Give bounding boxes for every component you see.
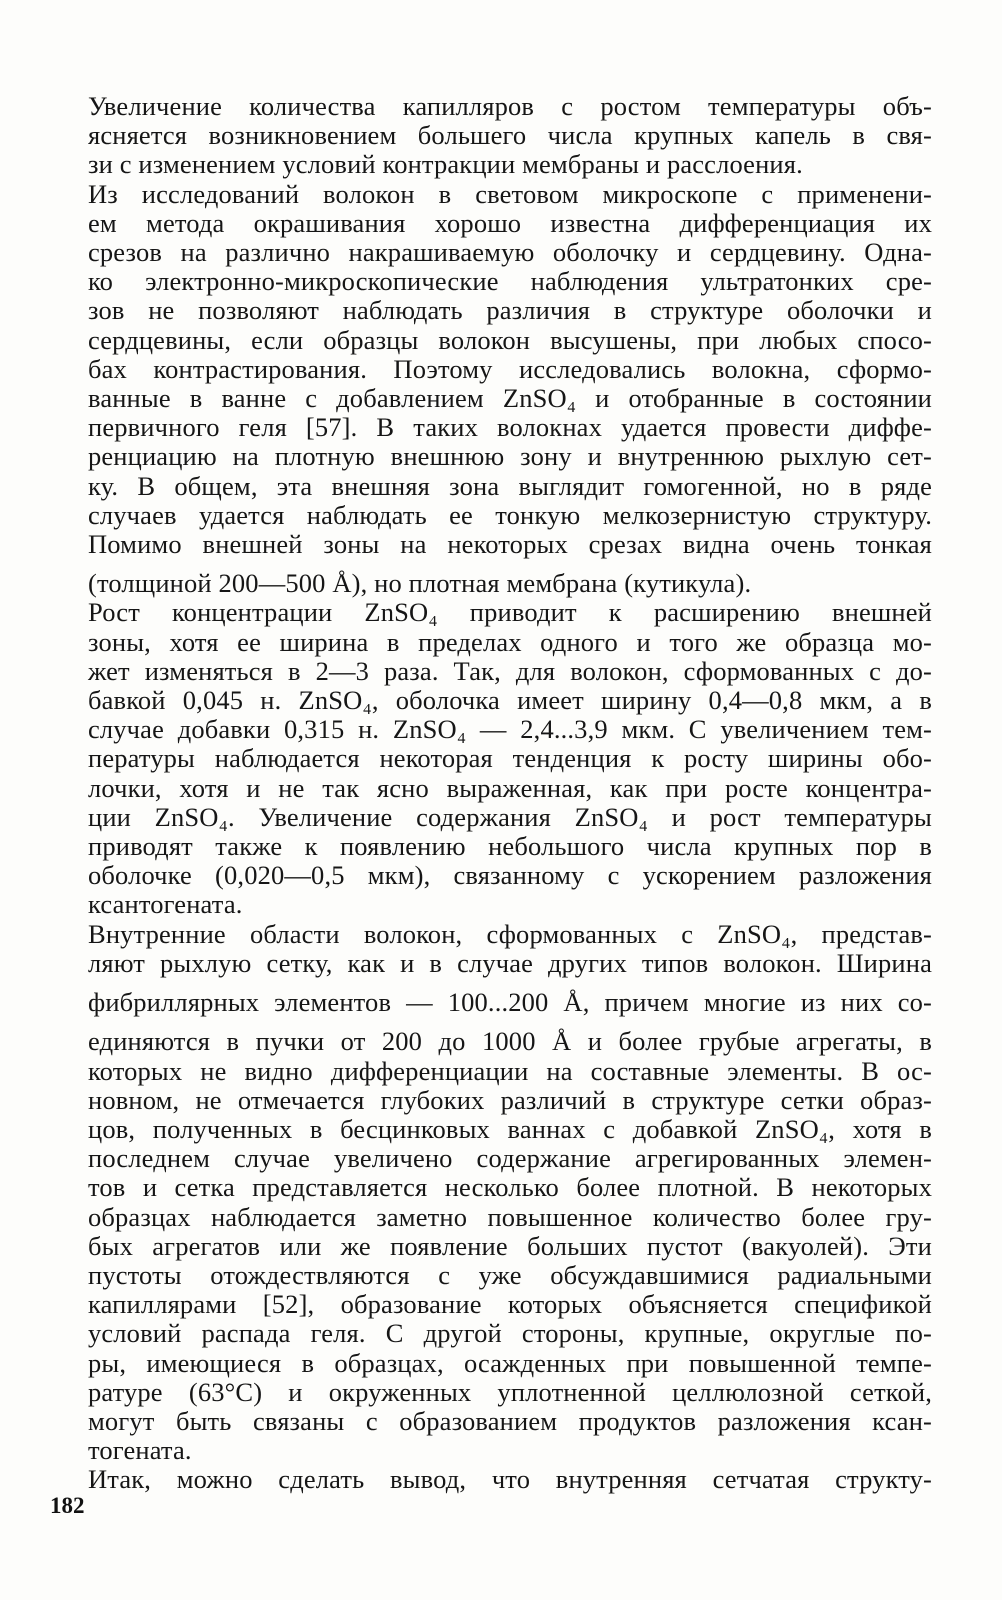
text-line: бавкой 0,045 н. ZnSO₄, оболочка имеет ширину 0,4—0,8 мкм, а в	[88, 685, 932, 716]
paragraph-1	[52, 92, 932, 180]
text-line: ко электронно-микроскопические наблюдения ультратонких сре-	[88, 266, 932, 297]
text-line: тогената.	[88, 1435, 192, 1466]
text-line: Увеличение количества капилляров с ростом температуры объ-	[88, 91, 932, 121]
text-line: последнем случае увеличено содержание агрегированных элемен-	[88, 1143, 932, 1174]
text-line: случае добавки 0,315 н. ZnSO₄ — 2,4...3,9 мкм. С увеличением тем-	[88, 714, 932, 745]
text-line: ванные в ванне с добавлением ZnSO₄ и отобранные в состоянии	[88, 383, 932, 414]
text-line: ции ZnSO₄. Увеличение содержания ZnSO₄ и рост температуры	[88, 801, 932, 832]
text-line: зоны, хотя ее ширина в пределах одного и того же образца мо-	[88, 626, 932, 657]
text-line: пустоты отождествляются с уже обсуждавшимися радиальными	[88, 1259, 932, 1290]
text-line: ясняется возникновением большего числа крупных капель в свя-	[88, 120, 932, 151]
text-line: зи с изменением условий контракции мембраны и расслоения.	[88, 149, 803, 180]
text-line: единяются в пучки от 200 до 1000 Å и более грубые агрегаты, в	[88, 1026, 932, 1057]
text-line: Рост концентрации ZnSO₄ приводит к расширению внешней	[88, 597, 932, 628]
text-line: ратуре (63°С) и окруженных уплотненной целлюлозной сеткой,	[88, 1376, 932, 1407]
text-line: случаев удается наблюдать ее тонкую мелкозернистую структуру.	[88, 499, 932, 530]
text-line: бах контрастирования. Поэтому исследовались волокна, сформо-	[88, 353, 932, 384]
text-line: могут быть связаны с образованием продуктов разложения ксан-	[88, 1405, 932, 1436]
text-line: Итак, можно сделать вывод, что внутренняя сетчатая структу-	[88, 1464, 932, 1495]
page-number: 182	[50, 1493, 85, 1518]
text-line: новном, не отмечается глубоких различий в структуре сетки образ-	[88, 1084, 932, 1115]
text-line: пературы наблюдается некоторая тенденция к росту ширины обо-	[88, 743, 932, 774]
text-line: лочки, хотя и не так ясно выраженная, как при росте концентра-	[88, 772, 932, 803]
text-line: Из исследований волокон в световом микроскопе с применени-	[88, 178, 932, 209]
text-line: ляют рыхлую сетку, как и в случае других типов волокон. Ширина	[88, 947, 932, 978]
text-line: образцах наблюдается заметно повышенное количество более гру-	[88, 1201, 932, 1232]
text-line: жет изменяться в 2—3 раза. Так, для волокон, сформованных с до-	[88, 655, 932, 686]
text-line: Внутренние области волокон, сформованных с ZnSO₄, представ-	[88, 918, 932, 949]
paragraph-4	[52, 920, 932, 1466]
text-line: ры, имеющиеся в образцах, осажденных при повышенной темпе-	[88, 1347, 932, 1378]
text-line: ксантогената.	[88, 889, 243, 920]
body-text	[52, 92, 932, 1495]
text-line: зов не позволяют наблюдать различия в структуре оболочки и	[88, 295, 932, 326]
text-line: тов и сетка представляется несколько более плотной. В некоторых	[88, 1172, 932, 1203]
text-line: сердцевины, если образцы волокон высушены, при любых спосо-	[88, 324, 932, 355]
text-line: (толщиной 200—500 Å), но плотная мембрана (кутикула).	[88, 568, 752, 599]
text-line: ку. В общем, эта внешняя зона выглядит гомогенной, но в ряде	[88, 470, 932, 501]
text-line: оболочке (0,020—0,5 мкм), связанному с ускорением разложения	[88, 860, 932, 891]
text-line: бых агрегатов или же появление больших пустот (вакуолей). Эти	[88, 1230, 932, 1261]
text-line: Помимо внешней зоны на некоторых срезах видна очень тонкая	[88, 529, 932, 560]
text-line: условий распада геля. С другой стороны, крупные, округлые по-	[88, 1318, 932, 1349]
text-line: срезов на различно накрашиваемую оболочку и сердцевину. Одна-	[88, 237, 932, 268]
text-line: капиллярами [52], образование которых объясняется спецификой	[88, 1289, 932, 1320]
paragraph-3	[52, 598, 932, 919]
text-line: цов, полученных в бесцинковых ваннах с добавкой ZnSO₄, хотя в	[88, 1113, 932, 1144]
text-line: первичного геля [57]. В таких волокнах удается провести диффе-	[88, 412, 932, 443]
text-line: которых не видно дифференциации на составные элементы. В ос-	[88, 1055, 932, 1086]
paragraph-5	[52, 1465, 932, 1494]
paragraph-2	[52, 180, 932, 599]
text-line: фибриллярных элементов — 100...200 Å, причем многие из них со-	[88, 987, 932, 1018]
text-line: ренциацию на плотную внешнюю зону и внутреннюю рыхлую сет-	[88, 441, 932, 472]
text-line: приводят также к появлению небольшого числа крупных пор в	[88, 831, 932, 862]
text-line: ем метода окрашивания хорошо известна дифференциация их	[88, 207, 932, 238]
